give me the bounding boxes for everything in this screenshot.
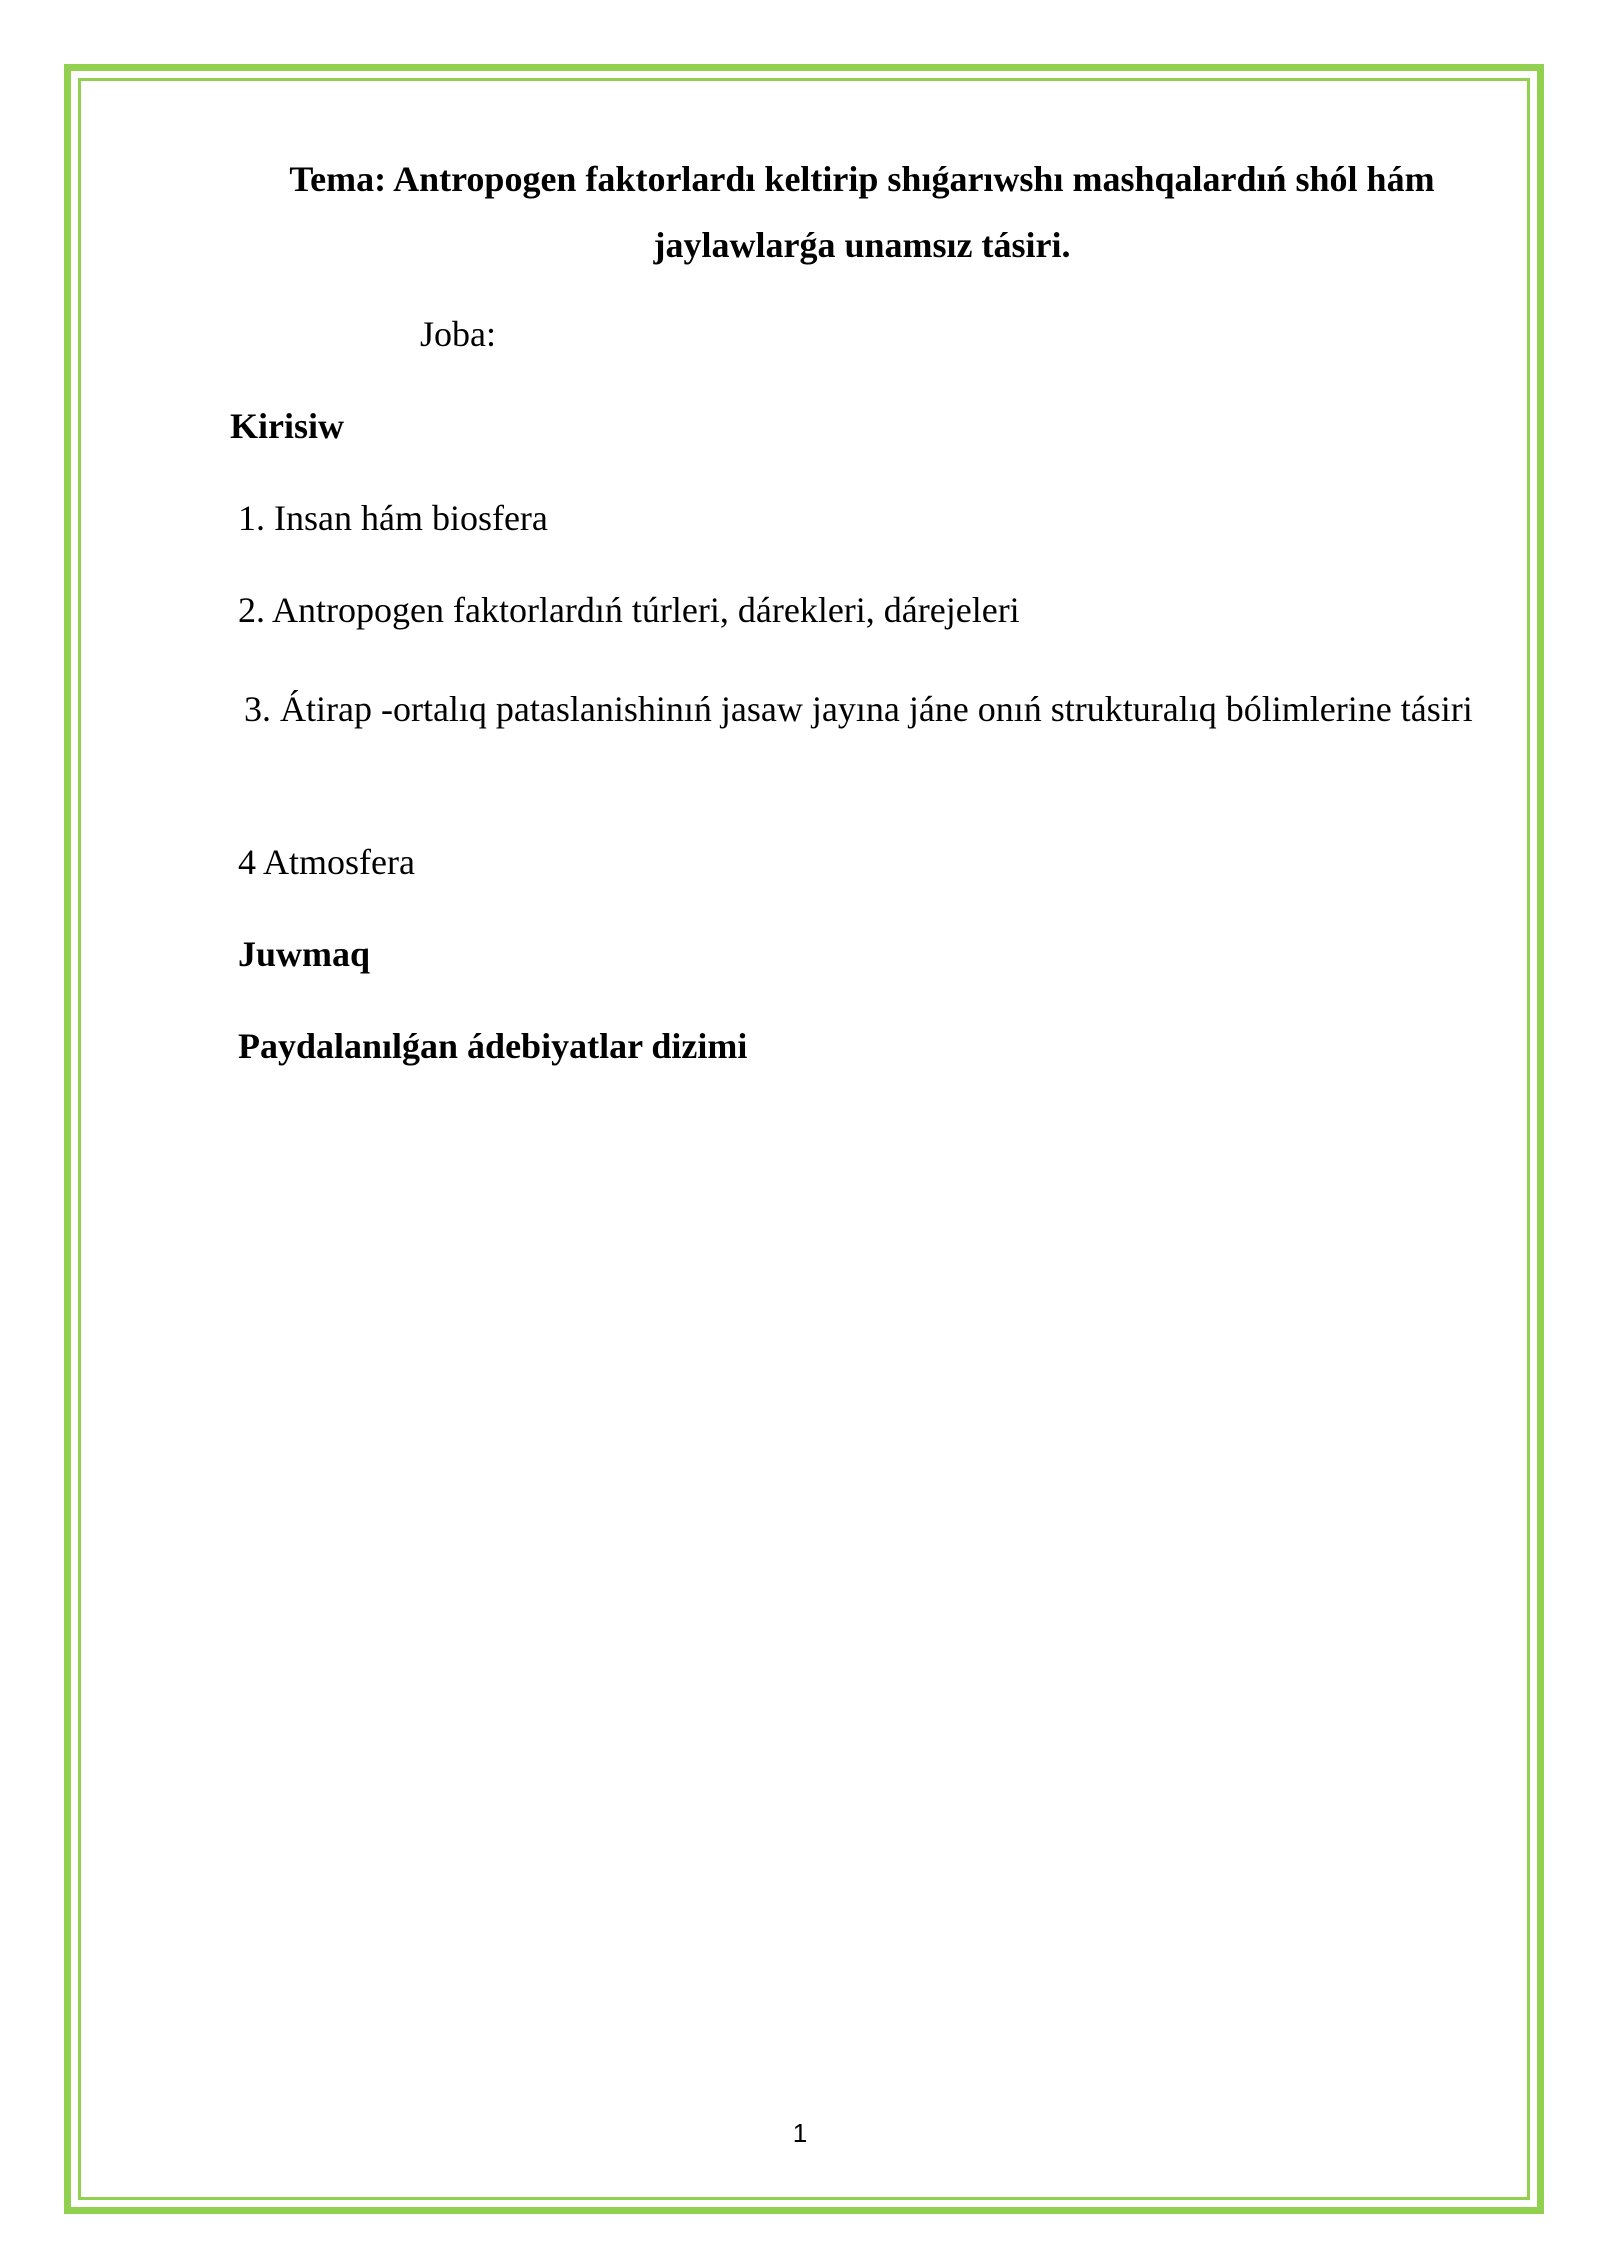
plan-item-4: 4 Atmosfera [238,842,415,882]
plan-item-1: 1. Insan hám biosfera [238,498,548,538]
plan-item-3-text: 3. Átirap -ortalıq pataslanishinıń jasaw jayına jáne onıń strukturalıq bólimlerine tásiri [244,689,1473,729]
plan-item-3 [230,677,1494,741]
section-references: Paydalanılǵan ádebiyatlar dizimi [238,1026,748,1066]
page-border-inner [78,78,1530,2200]
page-number: 1 [792,2118,808,2148]
document-title: Tema: Antropogen faktorlardı keltirip shıǵarıwshı mashqalardıń shól hám jaylawlarǵa unamsız tásiri. [289,159,1435,265]
plan-label: Joba: [420,314,496,354]
plan-item-2: 2. Antropogen faktorlardıń túrleri, dárekleri, dárejeleri [238,590,1020,630]
section-conclusion: Juwmaq [238,934,371,974]
section-introduction: Kirisiw [230,406,344,446]
